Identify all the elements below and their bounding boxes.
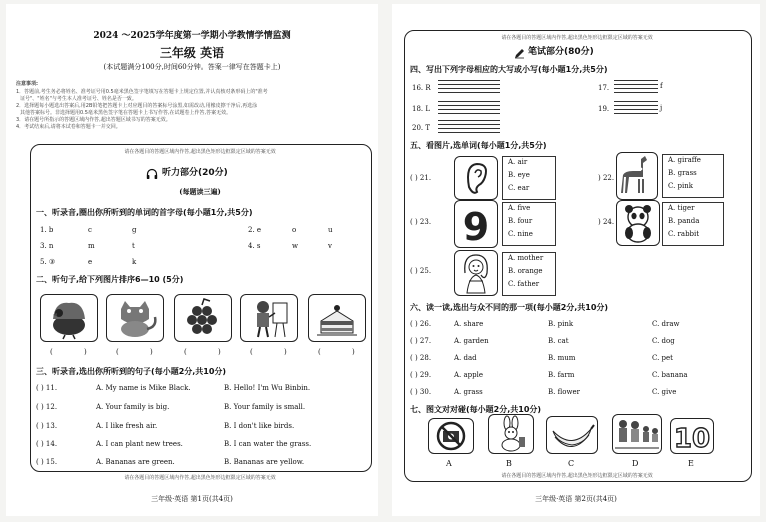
s5-option[interactable]: C. father (508, 280, 540, 288)
s2-blank-close[interactable]: ) (352, 348, 355, 356)
s2-blank-close[interactable]: ) (150, 348, 153, 356)
section-6-title: 六、读一读,选出与众不同的那一项(每小题2分,共10分) (410, 303, 609, 312)
s1-option[interactable]: k (132, 258, 137, 266)
s6-option-c[interactable]: C. draw (652, 320, 680, 328)
s6-option-a[interactable]: A. garden (454, 337, 489, 345)
note-line: 证号"、"姓名"与考生本人准考证号、姓名是否一致。 (20, 96, 137, 102)
s3-answer-blank[interactable]: ( ) 12. (36, 403, 58, 411)
section-1-title: 一、听录音,圈出你所听到的单词的首字母(每小题1分,共5分) (36, 208, 253, 217)
s1-option[interactable]: 4. s (248, 242, 261, 250)
s4-given-letter: j (660, 104, 663, 112)
section-4-title: 四、写出下列字母相应的大写或小写(每小题1分,共5分) (410, 65, 608, 74)
section-5-title: 五、看图片,选单词(每小题1分,共5分) (410, 141, 547, 150)
s2-blank-close[interactable]: ) (218, 348, 221, 356)
s1-option[interactable]: t (132, 242, 135, 250)
s1-option[interactable]: 2. e (248, 226, 262, 234)
s6-option-a[interactable]: A. dad (454, 354, 477, 362)
s5-option[interactable]: B. orange (508, 267, 543, 275)
s7-label: C (568, 459, 575, 468)
s7-label: A (446, 459, 452, 468)
s6-option-c[interactable]: C. give (652, 388, 677, 396)
s6-option-b[interactable]: B. farm (548, 371, 575, 379)
svg-text:10: 10 (673, 424, 711, 453)
read-three-note: (每题读三遍) (179, 187, 221, 196)
s6-answer-blank[interactable]: ( ) 26. (410, 320, 432, 328)
s4-given-letter: f (660, 82, 663, 90)
s3-option-b[interactable]: B. I don't like birds. (224, 422, 295, 430)
bananas-picture (546, 416, 598, 454)
writing-lines[interactable] (438, 80, 500, 94)
s1-option[interactable]: 1. b (40, 226, 54, 234)
writing-title: 笔试部分(80分) (528, 47, 594, 57)
panda-picture (616, 200, 660, 246)
boundary-notice: 请在各题目的答题区域内作答,超出黑色矩形边框限定区域的答案无效 (124, 149, 276, 155)
exam-page-1 (6, 4, 378, 516)
exam-note: (本试题满分100分,时间60分钟。答案一律写在答题卡上) (103, 63, 281, 71)
family-picture (612, 414, 662, 454)
bottom-boundary-notice: 请在各题目的答题区域内作答,超出黑色矩形边框限定区域的答案无效 (501, 473, 653, 479)
boundary-notice-bottom: 请在各题目的答题区域内作答,超出黑色矩形边框限定区域的答案无效 (124, 475, 276, 481)
s5-option[interactable]: B. four (508, 217, 533, 225)
listening-title: 听力部分(20分) (162, 168, 228, 178)
s6-option-b[interactable]: B. flower (548, 388, 580, 396)
s6-option-c[interactable]: C. banana (652, 371, 688, 379)
s6-answer-blank[interactable]: ( ) 30. (410, 388, 432, 396)
headphones-icon (146, 165, 158, 177)
s3-option-a[interactable]: A. Bananas are green. (96, 458, 175, 466)
s6-option-c[interactable]: C. pet (652, 354, 673, 362)
s7-label: B (506, 459, 512, 468)
s3-option-b[interactable]: B. Bananas are yellow. (224, 458, 305, 466)
writing-lines[interactable] (614, 101, 658, 115)
cat-picture (106, 294, 164, 342)
s6-option-a[interactable]: A. share (454, 320, 484, 328)
s4-item-label: 20. T (412, 124, 431, 132)
s1-option[interactable]: m (88, 242, 95, 250)
s1-option[interactable]: e (88, 258, 93, 266)
writing-lines[interactable] (614, 80, 658, 94)
s6-answer-blank[interactable]: ( ) 29. (410, 371, 432, 379)
ear-picture (454, 156, 498, 200)
note-line: 其他答案标号。非选择题用0.5毫米黑色签字笔在答题卡上书写作答,在试题卷上作答,答案无效。 (20, 110, 232, 116)
s1-option[interactable]: o (292, 226, 297, 234)
s3-option-b[interactable]: B. I can water the grass. (224, 440, 312, 448)
s5-option[interactable]: C. rabbit (668, 230, 700, 238)
s2-blank-close[interactable]: ) (84, 348, 87, 356)
s1-option[interactable]: u (328, 226, 333, 234)
s5-option[interactable]: A. air (508, 158, 528, 166)
s3-option-a[interactable]: A. My name is Mike Black. (96, 384, 191, 392)
top-boundary-notice: 请在各题目的答题区域内作答,超出黑色矩形边框限定区域的答案无效 (501, 35, 653, 41)
number-nine-picture (454, 200, 498, 248)
s4-item-label: 16. R (412, 84, 431, 92)
s3-option-b[interactable]: B. Hello! I'm Wu Binbin. (224, 384, 311, 392)
woman-picture (454, 250, 498, 296)
s3-option-a[interactable]: A. I like fresh air. (96, 422, 158, 430)
giraffe-picture (616, 152, 658, 200)
s3-answer-blank[interactable]: ( ) 14. (36, 440, 58, 448)
s2-blank-open[interactable]: ( (318, 348, 321, 356)
s5-option[interactable]: A. giraffe (668, 156, 701, 164)
s5-answer-blank[interactable]: ) 24. (598, 218, 615, 226)
exam-subtitle: 三年级 英语 (159, 46, 225, 60)
s5-option[interactable]: A. five (508, 204, 531, 212)
number-ten-picture (670, 418, 714, 454)
s2-blank-open[interactable]: ( (116, 348, 119, 356)
s5-option[interactable]: A. mother (508, 254, 544, 262)
s6-option-a[interactable]: A. apple (454, 371, 484, 379)
pen-icon (514, 44, 525, 55)
writing-lines[interactable] (438, 101, 500, 115)
grapes-picture (174, 294, 232, 342)
s5-option[interactable]: C. ear (508, 184, 530, 192)
s6-option-b[interactable]: B. pink (548, 320, 574, 328)
note-line: 3．请在题号所指示的答题区域内作答,超出答题区域书写的答案无效。 (16, 117, 171, 123)
s2-blank-open[interactable]: ( (184, 348, 187, 356)
s5-answer-blank[interactable]: ( ) 25. (410, 267, 432, 275)
s5-option[interactable]: B. panda (668, 217, 700, 225)
s1-option[interactable]: 5. ③ (40, 258, 56, 266)
note-line: 4．考试结束后,请将本试卷和答题卡一并交回。 (16, 124, 121, 130)
s2-blank-open[interactable]: ( (250, 348, 253, 356)
s5-option[interactable]: B. eye (508, 171, 530, 179)
s5-option[interactable]: C. pink (668, 182, 694, 190)
s6-answer-blank[interactable]: ( ) 27. (410, 337, 432, 345)
note-line: 2．选择题每小题选出答案后,用2B铅笔把答题卡上对应题目的答案标号涂黑,如需改动,用橡皮擦干净后,再选涂 (16, 103, 258, 109)
s4-item-label: 18. L (412, 105, 431, 113)
s4-item-label: 19. (598, 105, 610, 113)
exam-title: 2024 ～2025学年度第一学期小学教情学情监测 (93, 31, 291, 41)
no-photo-sign-picture (428, 418, 474, 454)
s3-answer-blank[interactable]: ( ) 15. (36, 458, 58, 466)
s6-option-b[interactable]: B. cat (548, 337, 569, 345)
section-3-title: 三、听录音,选出你所听到的句子(每小题2分,共10分) (36, 367, 227, 376)
s5-option[interactable]: B. grass (668, 169, 697, 177)
s3-answer-blank[interactable]: ( ) 13. (36, 422, 58, 430)
s5-answer-blank[interactable]: ( ) 21. (410, 174, 432, 182)
page-footer-1: 三年级·英语 第1页(共4页) (151, 495, 233, 503)
boy-drawing-picture (240, 294, 298, 342)
s7-label: E (688, 459, 694, 468)
s5-answer-blank[interactable]: ) 22. (598, 174, 615, 182)
s5-answer-blank[interactable]: ( ) 23. (410, 218, 432, 226)
s3-option-a[interactable]: A. I can plant new trees. (96, 440, 183, 448)
exam-page-2 (392, 4, 760, 516)
section-7-title: 七、图文对对碰(每小题2分,共10分) (410, 405, 542, 414)
s1-option[interactable]: g (132, 226, 137, 234)
s1-option[interactable]: v (328, 242, 332, 250)
turkey-picture (40, 294, 98, 342)
rabbit-picture (488, 414, 534, 454)
note-line: 1．答题前,考生务必将姓名、准考证号用0.5毫米黑色签字笔填写在答题卡上规定位置,并认真核对条形码上的"准考 (16, 89, 268, 95)
s4-item-label: 17. (598, 84, 610, 92)
s7-label: D (632, 459, 639, 468)
s6-option-b[interactable]: B. mum (548, 354, 576, 362)
s2-blank-close[interactable]: ) (284, 348, 287, 356)
s3-option-b[interactable]: B. Your family is small. (224, 403, 306, 411)
svg-text:9: 9 (462, 205, 490, 247)
s5-option[interactable]: A. tiger (668, 204, 695, 212)
cake-picture (308, 294, 366, 342)
s5-option[interactable]: C. nine (508, 230, 533, 238)
notes-title: 注意事项: (16, 81, 38, 87)
s6-option-a[interactable]: A. grass (454, 388, 483, 396)
writing-lines[interactable] (438, 120, 500, 134)
section-2-title: 二、听句子,给下列图片排序6—10 (5分) (36, 275, 184, 284)
s1-option[interactable]: 3. n (40, 242, 54, 250)
s1-option[interactable]: w (292, 242, 298, 250)
s1-option[interactable]: c (88, 226, 92, 234)
s6-option-c[interactable]: C. dog (652, 337, 675, 345)
page-footer-2: 三年级·英语 第2页(共4页) (535, 495, 617, 503)
s2-blank-open[interactable]: ( (50, 348, 53, 356)
s3-answer-blank[interactable]: ( ) 11. (36, 384, 58, 392)
s3-option-a[interactable]: A. Your family is big. (96, 403, 170, 411)
s6-answer-blank[interactable]: ( ) 28. (410, 354, 432, 362)
